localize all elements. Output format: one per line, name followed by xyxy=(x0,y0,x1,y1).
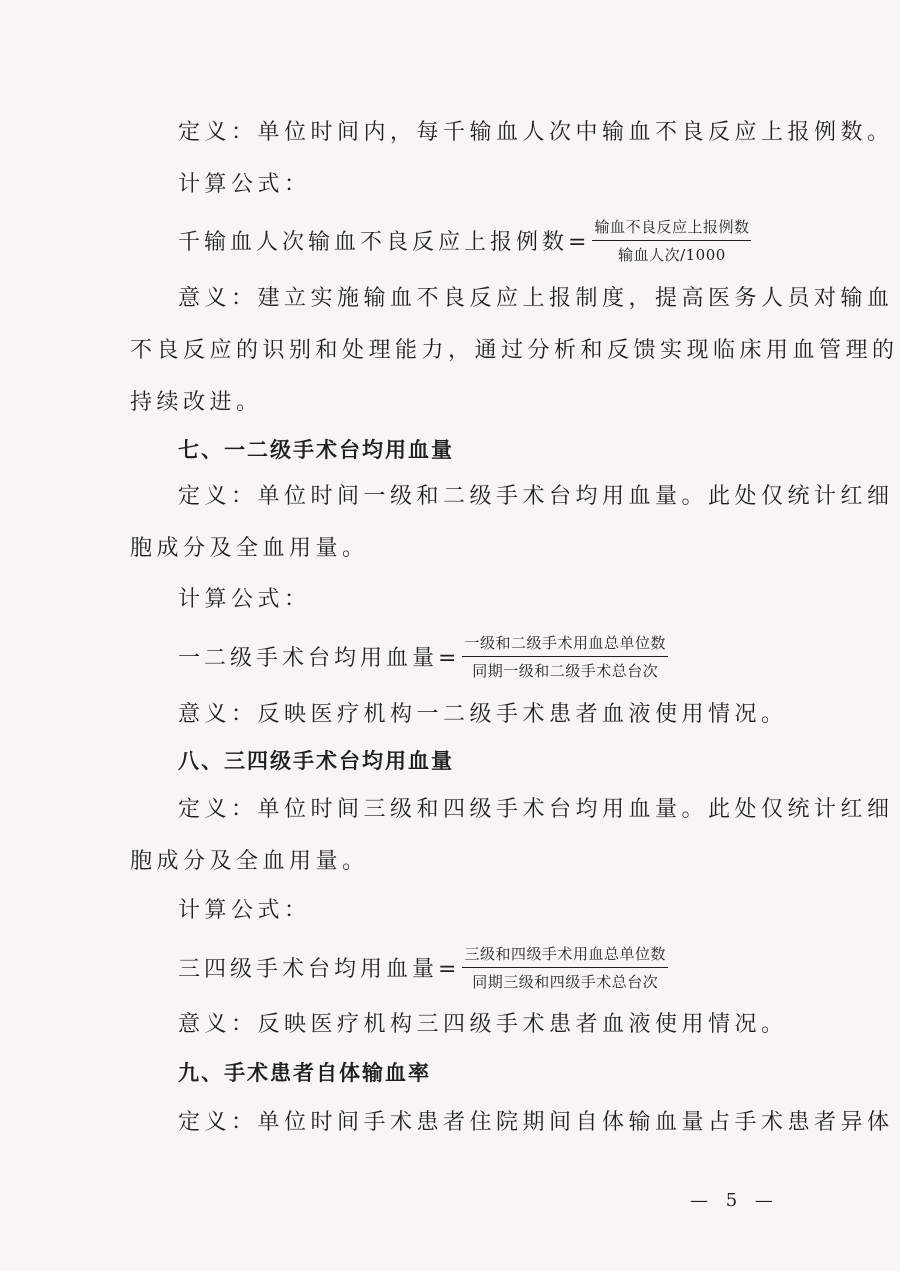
definition-text: 胞成分及全血用量。 xyxy=(130,536,369,561)
formula-label: 计算公式： xyxy=(178,587,311,612)
formula-lhs: 千输血人次输血不良反应上报例数= xyxy=(178,230,591,255)
meaning-text: 意义：反映医疗机构三四级手术患者血液使用情况。 xyxy=(178,1012,788,1037)
formula-fraction xyxy=(462,943,668,992)
definition-text: 定义：单位时间内，每千输血人次中输血不良反应上报例数。 xyxy=(178,120,894,145)
page-number: — 5 — xyxy=(690,1190,779,1211)
section-heading: 九、手术患者自体输血率 xyxy=(178,1061,431,1085)
formula xyxy=(178,943,668,992)
formula-numerator: 一级和二级手术用血总单位数 xyxy=(462,632,668,657)
formula-numerator: 输血不良反应上报例数 xyxy=(592,216,751,241)
definition-text: 定义：单位时间手术患者住院期间自体输血量占手术患者异体 xyxy=(178,1110,894,1135)
meaning-text: 意义：建立实施输血不良反应上报制度，提高医务人员对输血 xyxy=(178,286,894,311)
definition-text: 定义：单位时间一级和二级手术台均用血量。此处仅统计红细 xyxy=(178,484,894,509)
meaning-text: 不良反应的识别和处理能力，通过分析和反馈实现临床用血管理的 xyxy=(130,338,899,363)
formula xyxy=(178,632,668,681)
definition-text: 胞成分及全血用量。 xyxy=(130,849,369,874)
section-heading: 七、一二级手术台均用血量 xyxy=(178,438,454,462)
formula-lhs: 三四级手术台均用血量= xyxy=(178,957,461,982)
formula-denominator: 同期一级和二级手术总台次 xyxy=(472,662,659,680)
formula-label: 计算公式： xyxy=(178,172,311,197)
meaning-text: 意义：反映医疗机构一二级手术患者血液使用情况。 xyxy=(178,702,788,727)
meaning-text: 持续改进。 xyxy=(130,390,263,415)
formula-fraction xyxy=(462,632,668,681)
formula-label: 计算公式： xyxy=(178,898,311,923)
definition-text: 定义：单位时间三级和四级手术台均用血量。此处仅统计红细 xyxy=(178,797,894,822)
formula-denominator: 同期三级和四级手术总台次 xyxy=(472,973,659,991)
formula xyxy=(178,216,751,265)
section-heading: 八、三四级手术台均用血量 xyxy=(178,749,454,773)
formula-numerator: 三级和四级手术用血总单位数 xyxy=(462,943,668,968)
formula-fraction xyxy=(592,216,751,265)
formula-denominator: 输血人次/1000 xyxy=(618,246,726,264)
formula-lhs: 一二级手术台均用血量= xyxy=(178,646,461,671)
